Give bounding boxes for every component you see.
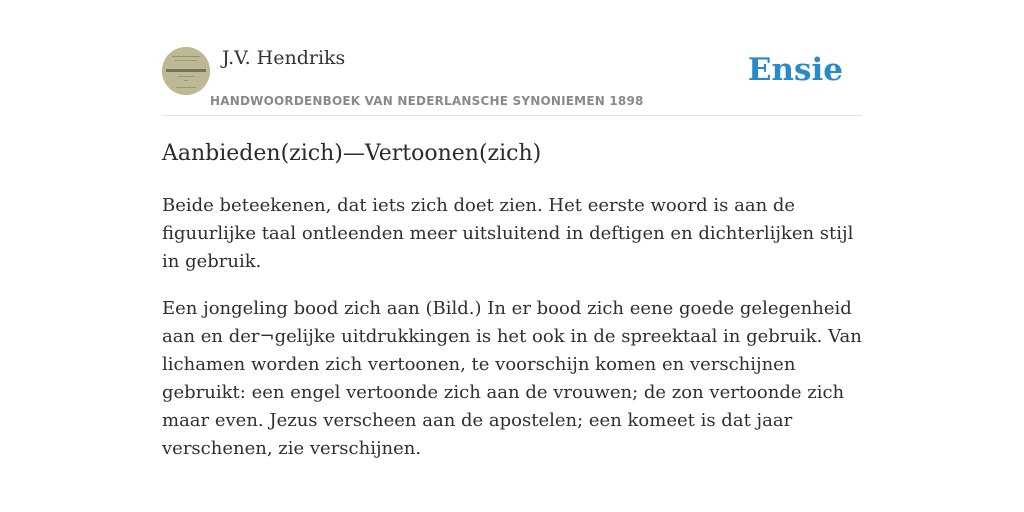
entry-paragraph: Beide beteekenen, dat iets zich doet zien. Het eerste woord is aan de figuurlijke taal ontleenden meer uitsluitend in deftigen en dichterlijken stijl in gebruik. (162, 195, 854, 272)
page-header (162, 0, 862, 116)
entry-paragraph: Een jongeling bood zich aan (Bild.) In er bood zich eene goede gelegenheid aan en der¬gelijke uitdrukkingen is het ook in de spreektaal in gebruik. Van lichamen worden zich vertoonen, te voorschijn komen en verschijnen gebruikt: een engel vertoonde zich aan de vrouwen; de zon vertoonde zich maar even. Jezus verscheen aan de apostelen; een komeet is dat jaar verschenen, zie verschijnen. (162, 298, 862, 459)
source-title[interactable]: HANDWOORDENBOEK VAN NEDERLANSCHE SYNONIEMEN 1898 (210, 94, 644, 108)
brand-logo[interactable]: Ensie (747, 52, 843, 88)
book-cover-icon (162, 47, 210, 95)
entry-title: Aanbieden(zich)—Vertoonen(zich) (162, 141, 542, 166)
entry-body (162, 192, 862, 482)
author-name[interactable]: J.V. Hendriks (222, 47, 346, 69)
author-avatar[interactable] (162, 47, 210, 95)
